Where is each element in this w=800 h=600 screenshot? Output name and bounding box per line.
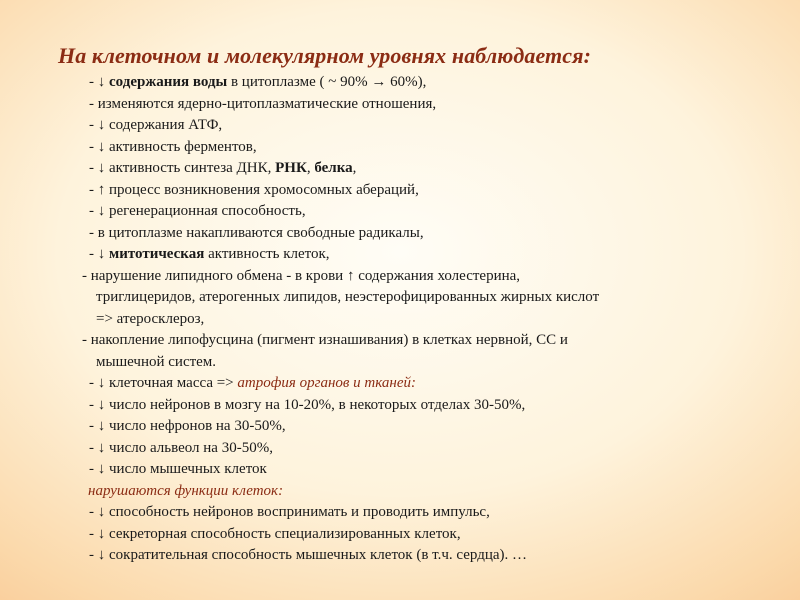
list-item-continuation: => атеросклероз,	[96, 310, 205, 327]
list-item: - ↓ содержания воды в цитоплазме ( ~ 90% → 60%),	[89, 74, 427, 90]
list-item: - ↑ процесс возникновения хромосомных абераций,	[89, 181, 419, 198]
slide-title: На клеточном и молекулярном уровнях наблюдается:	[58, 43, 591, 68]
list-item: - ↓ число альвеол на 30-50%,	[89, 439, 273, 456]
list-item: - ↓ содержания АТФ,	[89, 117, 223, 133]
list-item: - ↓ митотическая активность клеток,	[89, 246, 330, 262]
list-item: - ↓ число нейронов в мозгу на 10-20%, в некоторых отделах 30-50%,	[89, 396, 526, 413]
list-item: - ↓ активность синтеза ДНК, РНК, белка,	[89, 160, 357, 176]
list-item: - ↓ число мышечных клеток	[89, 461, 267, 477]
list-item: - ↓ способность нейронов воспринимать и проводить импульс,	[89, 504, 490, 520]
list-item: - ↓ сократительная способность мышечных клеток (в т.ч. сердца). …	[89, 547, 528, 563]
list-item: - ↓ регенерационная способность,	[89, 203, 306, 219]
section-subheading: нарушаются функции клеток:	[88, 482, 284, 499]
list-item: - ↓ секреторная способность специализированных клеток,	[89, 525, 461, 542]
list-item: - изменяются ядерно-цитоплазматические отношения,	[89, 95, 437, 112]
list-item: - в цитоплазме накапливаются свободные радикалы,	[89, 224, 424, 241]
list-item: - ↓ число нефронов на 30-50%,	[89, 418, 286, 434]
list-item: - ↓ клеточная масса => атрофия органов и тканей:	[89, 375, 416, 391]
list-item: - нарушение липидного обмена - в крови ↑ содержания холестерина,	[82, 267, 521, 284]
list-item-continuation: мышечной систем.	[96, 353, 217, 370]
list-item-continuation: триглицеридов, атерогенных липидов, неэстерофицированных жирных кислот	[96, 289, 600, 305]
list-item: - ↓ активность ферментов,	[89, 138, 257, 155]
list-item: - накопление липофусцина (пигмент изнашивания) в клетках нервной, СС и	[82, 332, 568, 348]
content-list	[0, 72, 800, 567]
